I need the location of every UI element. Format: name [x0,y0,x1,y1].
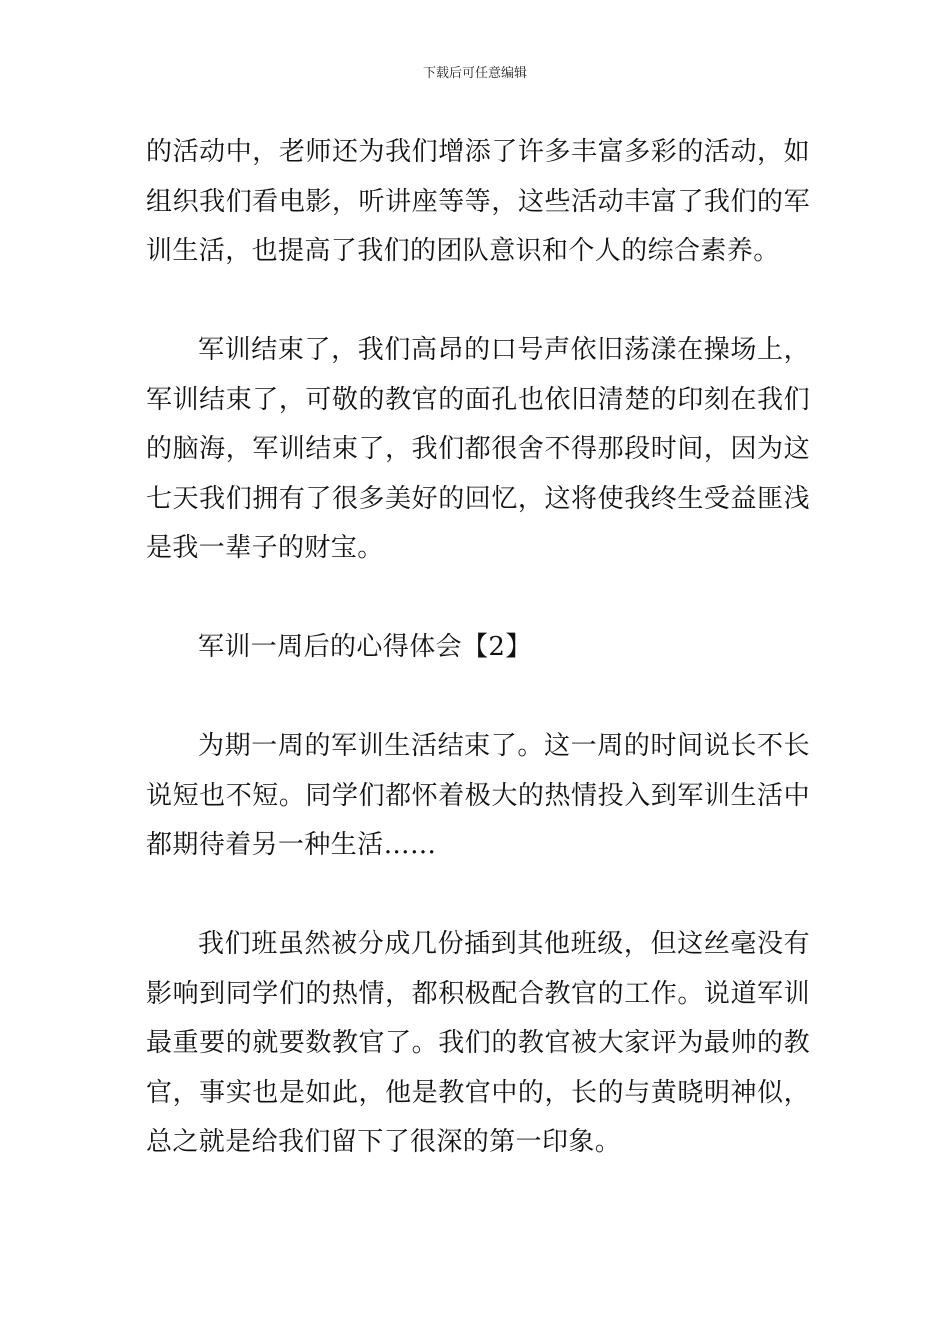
page-header-note: 下载后可任意编辑 [422,66,527,81]
document-body [146,128,810,1168]
paragraph-gap [146,277,810,327]
paragraph-continuation: 的活动中，老师还为我们增添了许多丰富多彩的活动，如组织我们看电影，听讲座等等，这些活动丰富了我们的军训生活，也提高了我们的团队意识和个人的综合素养。 [146,137,810,266]
paragraph-gap [146,574,810,624]
paragraph-gap [146,673,810,723]
paragraph-training-ended: 军训结束了，我们高昂的口号声依旧荡漾在操场上，军训结束了，可敬的教官的面孔也依旧清楚的印刻在我们的脑海，军训结束了，我们都很舍不得那段时间，因为这七天我们拥有了很多美好的回忆，这将使我终生受益匪浅是我一辈子的财宝。 [146,335,810,563]
paragraph-one-week: 为期一周的军训生活结束了。这一周的时间说长不长说短也不短。同学们都怀着极大的热情投入到军训生活中都期待着另一种生活…… [146,731,810,860]
paragraph-instructor: 我们班虽然被分成几份插到其他班级，但这丝毫没有影响到同学们的热情，都积极配合教官的工作。说道军训最重要的就要数教官了。我们的教官被大家评为最帅的教官，事实也是如此，他是教官中的，长的与黄晓明神似，总之就是给我们留下了很深的第一印象。 [146,929,810,1157]
paragraph-gap [146,871,810,921]
section-title: 军训一周后的心得体会【2】 [198,632,532,662]
